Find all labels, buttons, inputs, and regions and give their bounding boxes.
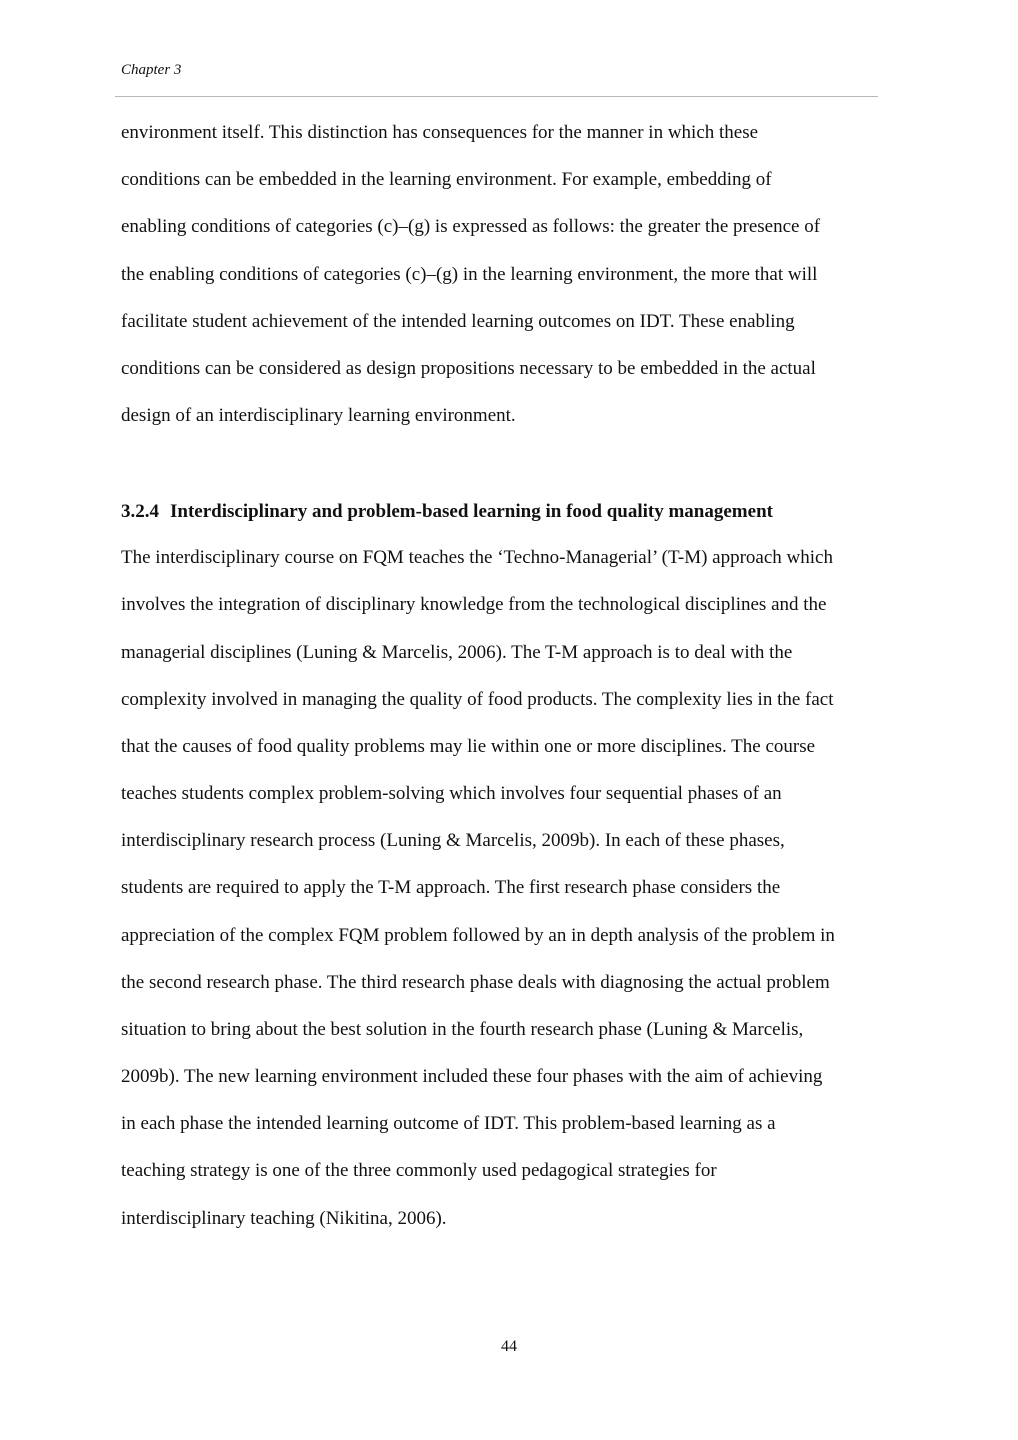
section-number: 3.2.4 <box>121 501 159 522</box>
text-line: the enabling conditions of categories (c)–(g) in the learning environment, the more that will <box>121 264 818 285</box>
text-line: The interdisciplinary course on FQM teaches the ‘Techno-Managerial’ (T-M) approach which <box>121 547 833 568</box>
text-line: complexity involved in managing the quality of food products. The complexity lies in the fact <box>121 689 834 710</box>
text-line: interdisciplinary research process (Luning & Marcelis, 2009b). In each of these phases, <box>121 830 785 851</box>
page-number: 44 <box>501 1338 517 1355</box>
text-line: environment itself. This distinction has consequences for the manner in which these <box>121 122 759 143</box>
text-line: interdisciplinary teaching (Nikitina, 2006). <box>121 1208 447 1229</box>
header-divider <box>115 96 878 97</box>
text-line: conditions can be embedded in the learning environment. For example, embedding of <box>121 169 772 190</box>
text-line: situation to bring about the best solution in the fourth research phase (Luning & Marcelis, <box>121 1019 804 1040</box>
text-line: conditions can be considered as design propositions necessary to be embedded in the actual <box>121 358 816 379</box>
text-line: teaches students complex problem-solving which involves four sequential phases of an <box>121 783 782 804</box>
section-title: Interdisciplinary and problem-based learning in food quality management <box>170 501 773 522</box>
text-line: 2009b). The new learning environment included these four phases with the aim of achieving <box>121 1066 823 1087</box>
text-line: that the causes of food quality problems may lie within one or more disciplines. The course <box>121 736 816 757</box>
section-heading <box>121 499 773 525</box>
text-line: appreciation of the complex FQM problem followed by an in depth analysis of the problem in <box>121 925 835 946</box>
text-line: facilitate student achievement of the intended learning outcomes on IDT. These enabling <box>121 311 795 332</box>
text-line: enabling conditions of categories (c)–(g) is expressed as follows: the greater the presence of <box>121 216 821 237</box>
text-line: teaching strategy is one of the three commonly used pedagogical strategies for <box>121 1160 717 1181</box>
text-line: students are required to apply the T-M approach. The first research phase considers the <box>121 877 781 898</box>
text-line: the second research phase. The third research phase deals with diagnosing the actual problem <box>121 972 830 993</box>
text-line: design of an interdisciplinary learning environment. <box>121 405 516 426</box>
chapter-header: Chapter 3 <box>121 62 182 78</box>
text-line: managerial disciplines (Luning & Marcelis, 2006). The T-M approach is to deal with the <box>121 642 793 663</box>
text-line: in each phase the intended learning outcome of IDT. This problem-based learning as a <box>121 1113 776 1134</box>
text-line: involves the integration of disciplinary knowledge from the technological disciplines and the <box>121 594 827 615</box>
